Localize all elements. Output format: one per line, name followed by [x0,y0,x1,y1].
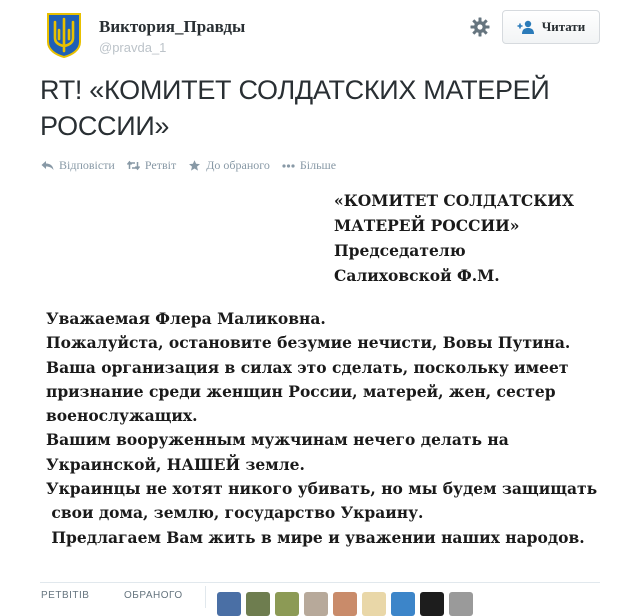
favorite-label: До обраного [206,158,270,172]
tweet-actions [41,158,336,173]
avatar[interactable] [246,592,270,616]
retweet-button[interactable] [127,158,176,173]
tweet-text: RT! «КОМИТЕТ СОЛДАТСКИХ МАТЕРЕЙ РОССИИ» [40,75,550,141]
letter-line: признание среди женщин России, матерей, жен, сестер [46,381,556,401]
reply-icon [41,160,54,171]
follow-button[interactable] [502,10,600,44]
letter-body [46,307,597,550]
avatar[interactable] [333,592,357,616]
avatar[interactable] [46,12,82,58]
addressee-line: Салиховской Ф.М. [334,266,500,285]
avatar[interactable] [449,592,473,616]
letter-line: Уважаемая Флера Маликовна. [46,309,326,328]
letter-line: свои дома, землю, государство Украину. [46,503,424,523]
letter-line: Вашим вооруженным мужчинам нечего делать на [46,430,509,450]
stats-separator [205,586,206,608]
star-icon [188,160,201,171]
reply-button[interactable] [41,158,115,173]
letter-line: Пожалуйста, остановите безумие нечисти, Вовы Путина. [46,333,571,353]
addressee-line: Председателю [334,241,466,260]
account-name[interactable]: Виктория_Правды [99,17,246,36]
addressee-line: МАТЕРЕЙ РОССИИ» [334,216,520,235]
avatar[interactable] [217,592,241,616]
letter-line: военослужащих. [46,406,198,426]
retweet-icon [127,160,140,171]
ukraine-trident-icon [46,12,82,58]
favorite-button[interactable] [188,158,270,173]
letter-line: Украинской, НАШЕЙ земле. [46,454,305,474]
retweet-label: Ретвіт [144,158,177,172]
more-button[interactable] [282,158,336,173]
letter-line: Ваша организация в силах это сделать, поскольку имеет [46,357,569,377]
reply-label: Відповісти [59,158,115,172]
follow-button-label: Читати [541,19,586,34]
letter-line: Украинцы не хотят никого убивать, но мы будем защищать [46,479,598,499]
letter-addressee [334,188,574,288]
avatar[interactable] [362,592,386,616]
favorites-stat-label[interactable]: ОБРАНОГО [124,590,183,601]
account-handle[interactable]: @pravda_1 [99,40,167,55]
add-user-icon [517,20,536,34]
avatar[interactable] [420,592,444,616]
addressee-line: «КОМИТЕТ СОЛДАТСКИХ [334,191,574,210]
letter-line: Предлагаем Вам жить в мире и уважении наших народов. [46,527,585,547]
more-dots-icon [282,160,295,171]
more-label: Більше [299,158,337,172]
avatar[interactable] [391,592,415,616]
favoriters-avatars [217,592,473,616]
avatar[interactable] [275,592,299,616]
gear-icon[interactable] [470,17,490,37]
retweets-stat-label[interactable]: РЕТВІТІВ [41,590,90,601]
letter-image[interactable] [40,180,600,570]
avatar[interactable] [304,592,328,616]
stats-divider [40,582,600,583]
